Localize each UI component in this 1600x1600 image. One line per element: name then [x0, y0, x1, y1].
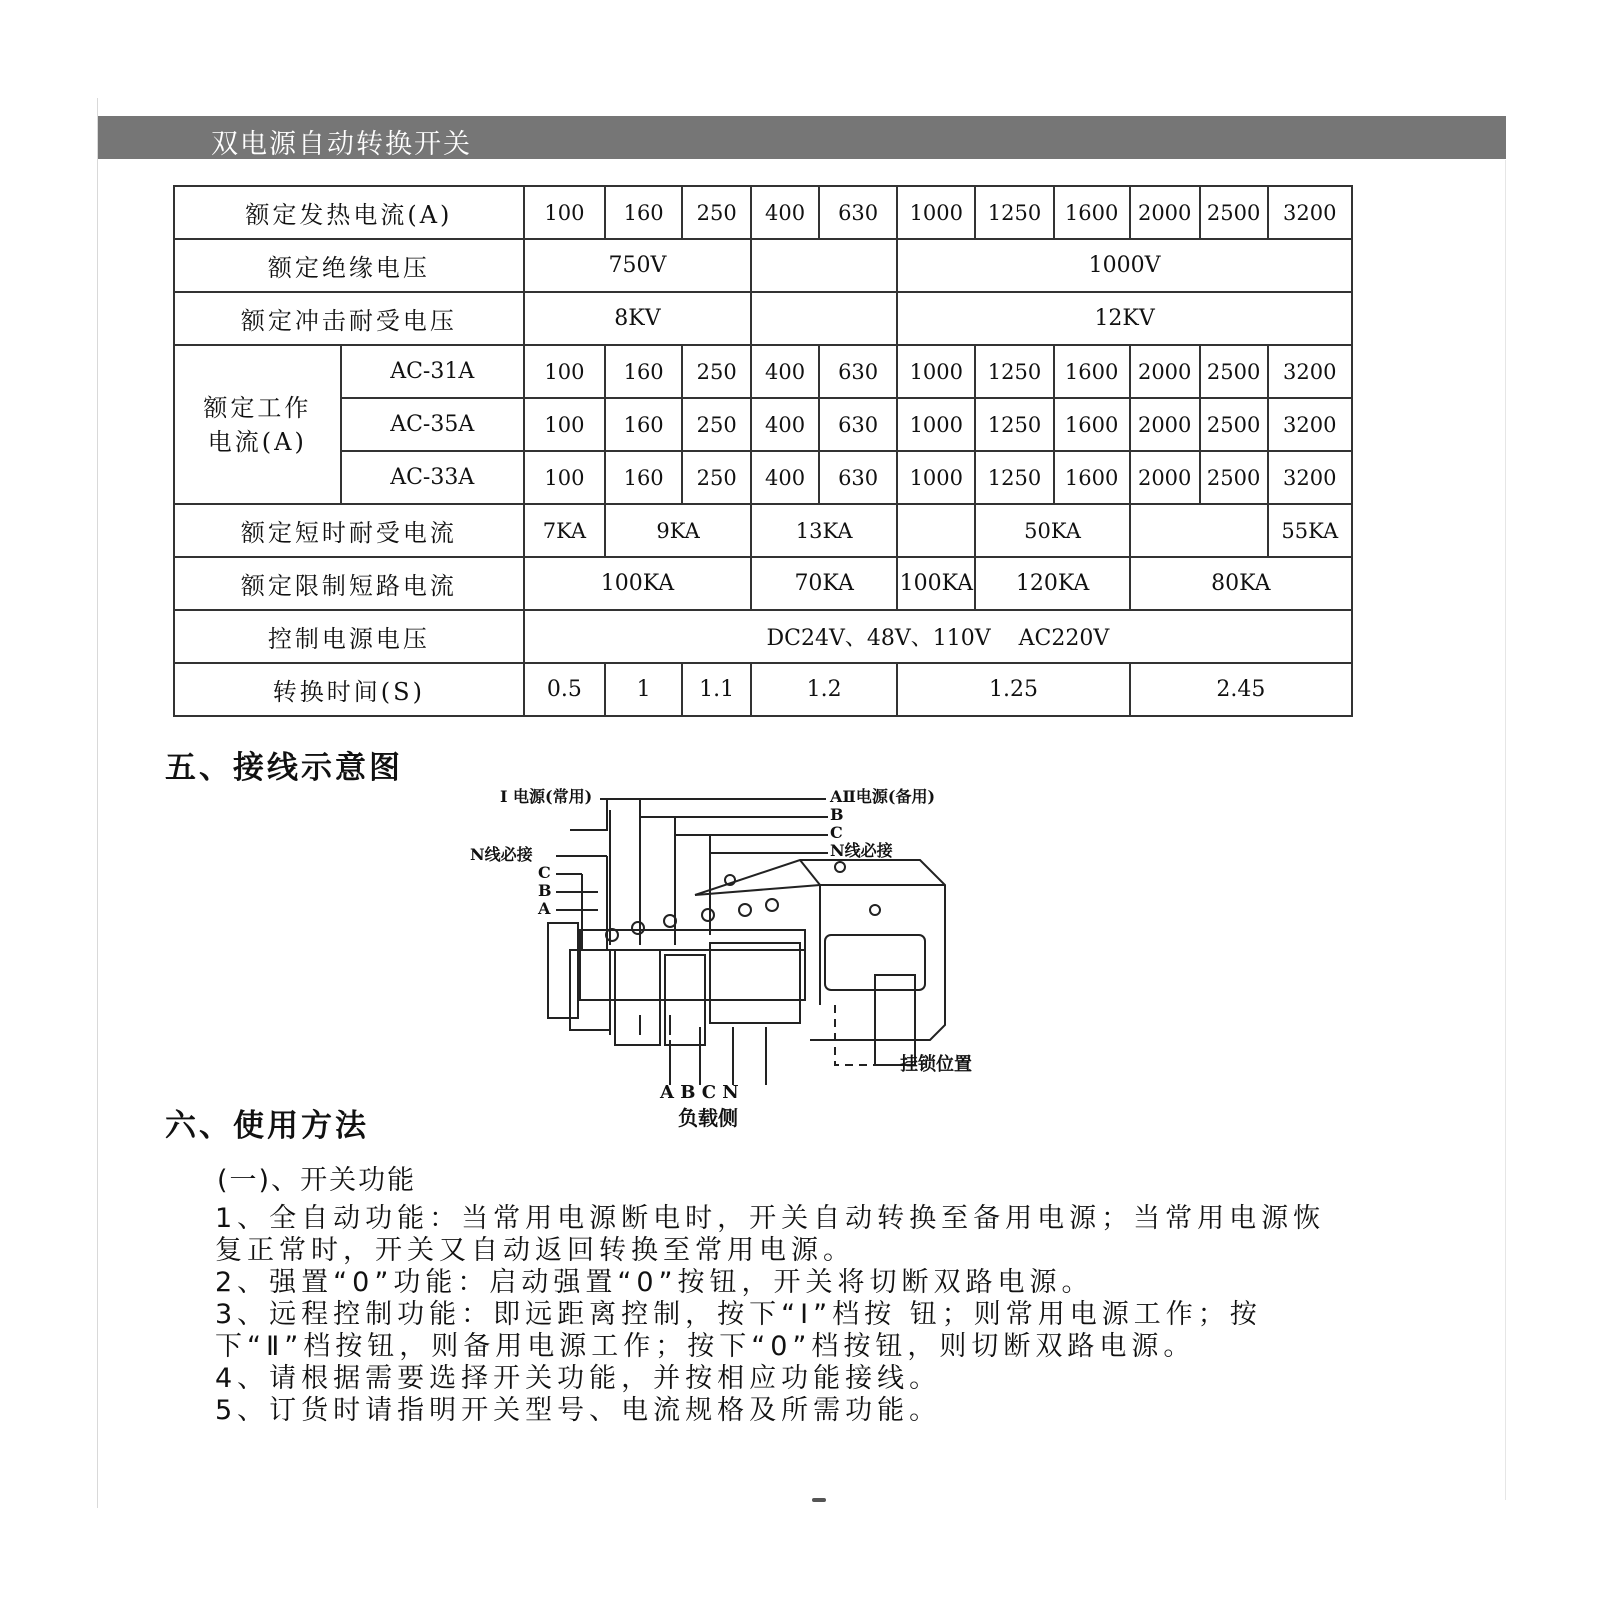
usage-subtitle: (一)、开关功能 [217, 1165, 417, 1196]
table-cell: 160 [605, 398, 682, 451]
limited-short-circuit-label: 额定限制短路电流 [174, 557, 524, 610]
table-cell: 2500 [1200, 398, 1268, 451]
table-cell: 1600 [1054, 186, 1130, 239]
source2-b-label: B [830, 805, 844, 824]
row-rated-impulse-voltage [174, 292, 1352, 345]
table-cell: 7KA [524, 504, 605, 557]
table-cell: 630 [819, 345, 897, 398]
table-cell: 1 [605, 663, 682, 716]
row-short-time-withstand [174, 504, 1352, 557]
transfer-time-label: 转换时间(S) [174, 663, 524, 716]
category-label: AC-31A [341, 345, 524, 398]
table-cell: 400 [751, 451, 819, 504]
table-cell: 9KA [605, 504, 751, 557]
table-cell: 2.45 [1130, 663, 1352, 716]
table-cell: 2000 [1130, 186, 1200, 239]
table-cell: 55KA [1268, 504, 1352, 557]
table-cell: 100 [524, 398, 605, 451]
rated-working-current-label-line2: 电流(A) [207, 427, 307, 456]
row-transfer-time [174, 663, 1352, 716]
source1-c-label: C [538, 863, 551, 882]
table-cell-empty [751, 239, 897, 292]
spec-table [173, 185, 1353, 717]
table-cell: 630 [819, 451, 897, 504]
table-cell: DC24V、48V、110V AC220V [524, 610, 1352, 663]
table-cell: 160 [605, 345, 682, 398]
table-cell: 8KV [524, 292, 751, 345]
usage-section-title: 六、使用方法 [165, 1108, 369, 1144]
rated-impulse-voltage-label: 额定冲击耐受电压 [174, 292, 524, 345]
category-label: AC-35A [341, 398, 524, 451]
table-cell: 160 [605, 186, 682, 239]
row-ac33a [174, 451, 1352, 504]
table-cell: 400 [751, 186, 819, 239]
usage-item: 1、全自动功能：当常用电源断电时，开关自动转换至备用电源；当常用电源恢复正常时，开关又自动返回转换至常用电源。 [215, 1203, 1326, 1266]
table-cell: 250 [682, 186, 751, 239]
source1-b-label: B [538, 881, 552, 900]
table-cell: 3200 [1268, 451, 1352, 504]
table-cell: 750V [524, 239, 751, 292]
table-cell: 1600 [1054, 451, 1130, 504]
table-cell: 1250 [975, 345, 1053, 398]
table-cell: 0.5 [524, 663, 605, 716]
rated-working-current-label [174, 345, 341, 504]
table-cell: 1000 [897, 186, 975, 239]
table-cell: 1600 [1054, 398, 1130, 451]
load-side-label: 负载侧 [678, 1106, 738, 1130]
table-cell: 13KA [751, 504, 897, 557]
source1-label: I 电源(常用) [500, 787, 593, 806]
table-cell: 100 [524, 451, 605, 504]
table-cell: 400 [751, 345, 819, 398]
table-cell: 70KA [751, 557, 897, 610]
row-limited-short-circuit [174, 557, 1352, 610]
table-cell: 1250 [975, 186, 1053, 239]
table-cell: 1.25 [897, 663, 1130, 716]
page-number-mark [812, 1498, 826, 1502]
table-cell-empty [1130, 504, 1268, 557]
table-cell: 2000 [1130, 398, 1200, 451]
table-cell: 1600 [1054, 345, 1130, 398]
wiring-diagram-drawing [470, 775, 1030, 1155]
source2-c-label: C [830, 823, 843, 842]
table-cell: 100KA [897, 557, 975, 610]
row-rated-heat-current [174, 186, 1352, 239]
table-cell: 2000 [1130, 451, 1200, 504]
usage-section [215, 1158, 1335, 1427]
table-cell: 1000 [897, 345, 975, 398]
table-cell: 12KV [897, 292, 1352, 345]
table-cell: 250 [682, 451, 751, 504]
rated-heat-current-label: 额定发热电流(A) [174, 186, 524, 239]
source1-n-label: N线必接 [470, 845, 533, 864]
table-cell: 100 [524, 345, 605, 398]
control-voltage-label: 控制电源电压 [174, 610, 524, 663]
row-ac35a [174, 398, 1352, 451]
table-cell: 100KA [524, 557, 751, 610]
table-cell: 3200 [1268, 398, 1352, 451]
table-cell: 160 [605, 451, 682, 504]
table-cell: 3200 [1268, 345, 1352, 398]
wiring-section-title: 五、接线示意图 [165, 750, 403, 786]
source1-a-label: A [538, 899, 551, 918]
table-cell: 1250 [975, 398, 1053, 451]
wiring-diagram [470, 775, 1030, 1155]
table-cell: 1000 [897, 451, 975, 504]
table-cell: 100 [524, 186, 605, 239]
usage-item: 4、请根据需要选择开关功能，并按相应功能接线。 [215, 1363, 942, 1394]
table-cell: 2000 [1130, 345, 1200, 398]
rated-working-current-label-line1: 额定工作 [203, 393, 312, 422]
header-bar [98, 116, 1506, 159]
row-rated-insulation-voltage [174, 239, 1352, 292]
usage-item: 5、订货时请指明开关型号、电流规格及所需功能。 [215, 1395, 942, 1426]
table-cell: 1250 [975, 451, 1053, 504]
table-cell: 3200 [1268, 186, 1352, 239]
usage-item: 2、强置“0”功能：启动强置“0”按钮，开关将切断双路电源。 [215, 1267, 1094, 1298]
table-cell: 2500 [1200, 451, 1268, 504]
short-time-withstand-label: 额定短时耐受电流 [174, 504, 524, 557]
row-control-voltage [174, 610, 1352, 663]
table-cell: 630 [819, 186, 897, 239]
table-cell: 50KA [975, 504, 1129, 557]
table-cell: 1000 [897, 398, 975, 451]
lock-position-label: 挂锁位置 [900, 1054, 972, 1075]
table-cell-empty [897, 504, 975, 557]
usage-item: 3、远程控制功能：即远距离控制，按下“I”档按 钮；则常用电源工作；按下“Ⅱ”档按钮，则备用电源工作；按下“0”档按钮，则切断双路电源。 [215, 1299, 1262, 1362]
table-cell: 2500 [1200, 345, 1268, 398]
table-cell: 1.1 [682, 663, 751, 716]
rated-insulation-voltage-label: 额定绝缘电压 [174, 239, 524, 292]
table-cell: 2500 [1200, 186, 1268, 239]
table-cell: 1.2 [751, 663, 897, 716]
table-cell: 630 [819, 398, 897, 451]
page-border-left [97, 98, 98, 1508]
page-border-right [1505, 160, 1506, 1500]
source2-n-label: N线必接 [830, 841, 893, 860]
table-cell-empty [751, 292, 897, 345]
category-label: AC-33A [341, 451, 524, 504]
page-title: 双电源自动转换开关 [211, 129, 472, 160]
table-cell: 80KA [1130, 557, 1352, 610]
table-cell: 120KA [975, 557, 1129, 610]
table-cell: 250 [682, 398, 751, 451]
row-ac31a [174, 345, 1352, 398]
table-cell: 250 [682, 345, 751, 398]
source2-label: AⅡ电源(备用) [830, 787, 936, 806]
table-cell: 1000V [897, 239, 1352, 292]
table-cell: 400 [751, 398, 819, 451]
load-phases-label: A B C N [660, 1082, 739, 1103]
